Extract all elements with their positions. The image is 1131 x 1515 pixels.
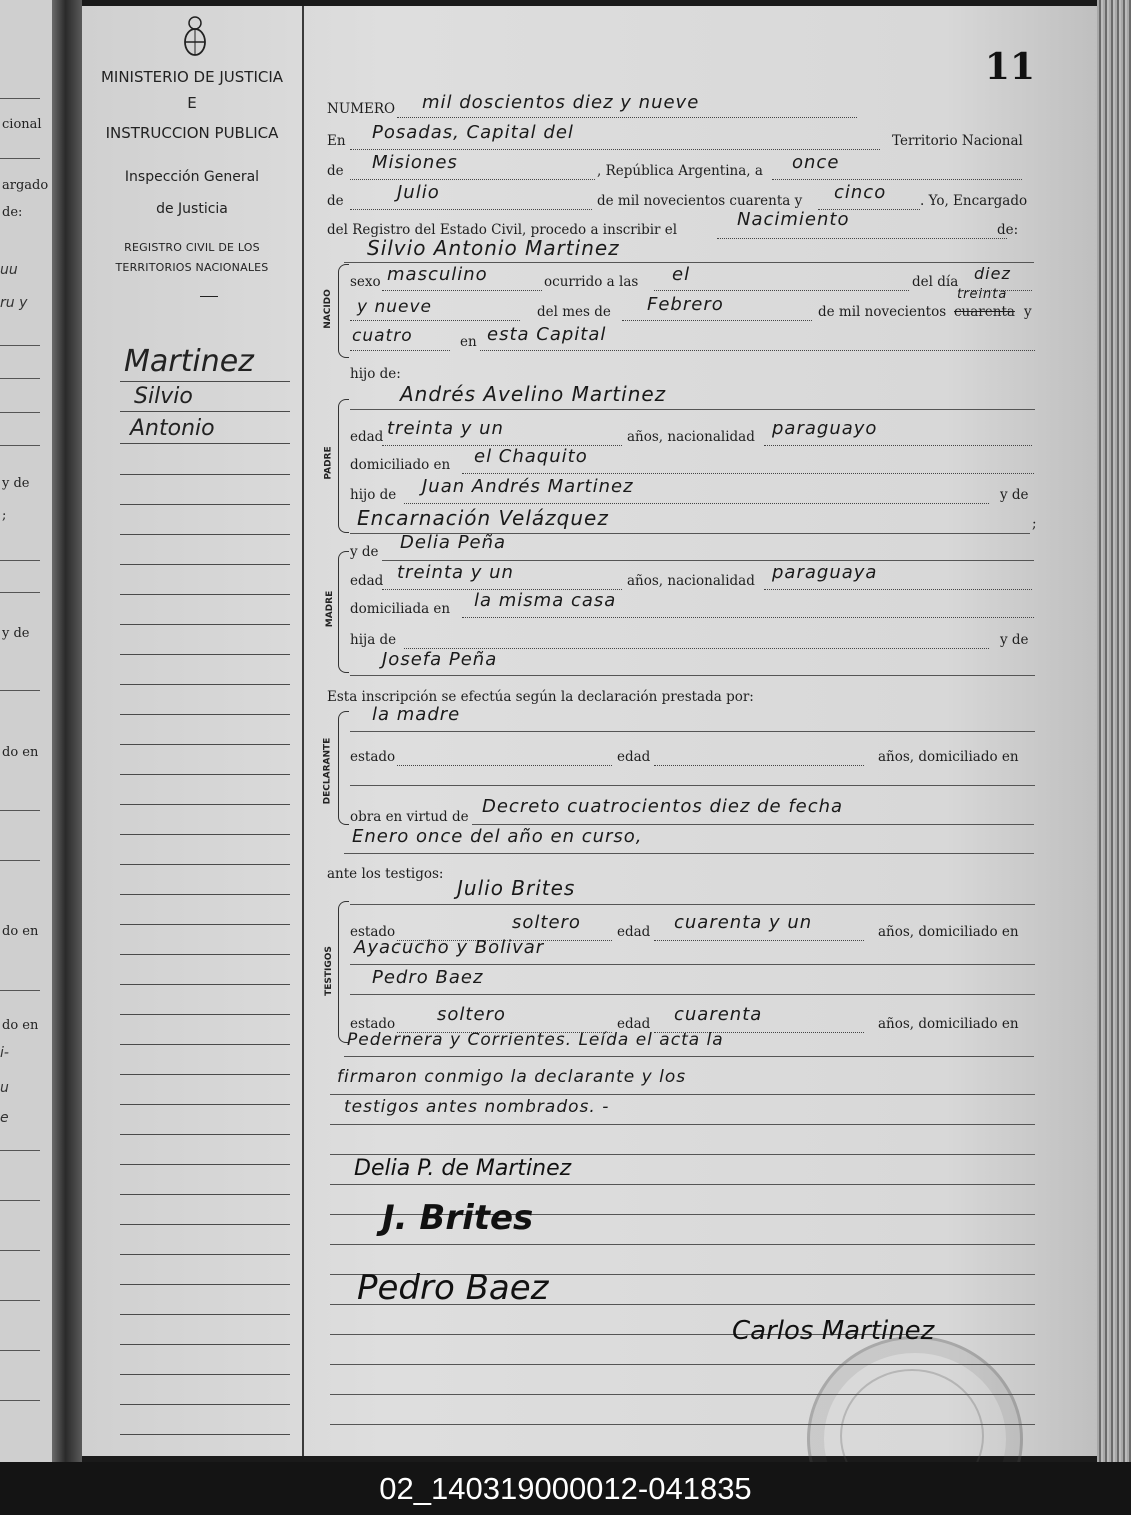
prev-page-fragment: argado [2, 178, 49, 193]
nacido-brace [338, 264, 349, 358]
prev-page-handwriting: u [0, 1080, 9, 1096]
margin-rule [302, 6, 304, 1456]
madre-yde2-label: y de [1000, 632, 1029, 648]
letterhead-instruction: INSTRUCCION PUBLICA [105, 124, 279, 142]
birth-year-value: cuatro [352, 326, 413, 346]
padre-semicolon: ; [1032, 516, 1037, 532]
father-age-value: treinta y un [387, 418, 504, 439]
witness1-address-value: Ayacucho y Bolivar [354, 937, 545, 958]
declarante-intro: Esta inscripción se efectúa según la declaración prestada por: [327, 689, 754, 705]
witness1-name-value: Julio Brites [457, 876, 576, 900]
letterhead-divider [200, 296, 218, 297]
padre-section-label: PADRE [323, 446, 334, 480]
birth-day-value: diez [974, 264, 1011, 283]
hijo-label: hijo de: [350, 366, 401, 382]
numero-label: NUMERO [327, 101, 396, 117]
testigos-section-label: TESTIGOS [323, 946, 334, 996]
witness1-age-value: cuarenta y un [674, 912, 813, 933]
official-seal [807, 1336, 1023, 1462]
nacido-year-end: y [1024, 304, 1032, 320]
declarante-brace [338, 711, 349, 825]
nacido-section-label: NACIDO [322, 289, 333, 329]
en-label: En [327, 133, 346, 149]
hour-value: el [672, 264, 691, 285]
closing-statement-line2: testigos antes nombrados. - [344, 1097, 610, 1117]
letterhead-registry: REGISTRO CIVIL DE LOS [124, 241, 260, 254]
encargado-label: . Yo, Encargado [920, 193, 1028, 209]
madre-edad-label: edad [350, 573, 384, 589]
letterhead-ministry: MINISTERIO DE JUSTICIA [100, 68, 284, 86]
book-gutter [52, 0, 82, 1462]
year-value: cinco [834, 182, 887, 203]
de-value: Misiones [372, 152, 458, 173]
paternal-grandmother-value: Encarnación Velázquez [357, 506, 609, 530]
testigo1-dom-label: años, domiciliado en [878, 924, 1019, 940]
witness1-civil-status-value: soltero [512, 912, 581, 933]
madre-section-label: MADRE [325, 590, 336, 628]
testigo1-estado-label: estado [350, 924, 396, 940]
decree-value-continued: Enero once del año en curso, [352, 826, 643, 847]
birth-month-value: Febrero [647, 294, 724, 315]
prev-page-fragment: do en [2, 1018, 39, 1033]
margin-given-name-2: Antonio [130, 416, 215, 441]
father-name-value: Andrés Avelino Martinez [400, 382, 667, 406]
prev-page-fragment: do en [2, 745, 39, 760]
birth-place-value: esta Capital [487, 324, 607, 345]
witness1-signature: J. Brites [382, 1198, 534, 1238]
en-value: Posadas, Capital del [372, 122, 574, 143]
witness2-signature: Pedro Baez [357, 1268, 549, 1308]
day-value: once [792, 152, 840, 173]
act-type-value: Nacimiento [737, 209, 850, 230]
numero-value: mil doscientos diez y nueve [422, 92, 700, 113]
padre-hijo-label: hijo de [350, 487, 397, 503]
maternal-grandmother-value: Josefa Peña [382, 649, 498, 670]
sexo-value: masculino [387, 264, 488, 285]
prev-page-fragment: ; [2, 508, 7, 523]
mother-signature: Delia P. de Martinez [354, 1156, 572, 1181]
de3-label: de: [997, 222, 1019, 238]
testigos-intro: ante los testigos: [327, 866, 444, 882]
witness2-address-value: Pedernera y Corrientes. Leída el acta la [347, 1030, 724, 1050]
de2-label: de [327, 193, 344, 209]
declarante-obra-label: obra en virtud de [350, 809, 469, 825]
previous-page-edge [0, 0, 52, 1462]
madre-dom-label: domiciliada en [350, 601, 451, 617]
prev-page-fragment: y de [2, 626, 30, 641]
year-label: de mil novecientos cuarenta y [597, 193, 803, 209]
month-value: Julio [397, 182, 440, 203]
territorio-label: Territorio Nacional [892, 133, 1023, 149]
declarante-edad-label: edad [617, 749, 651, 765]
mother-nationality-value: paraguaya [772, 562, 878, 583]
father-address-value: el Chaquito [474, 446, 588, 467]
nacido-year-correction: treinta [957, 287, 1008, 302]
dia-label: del día [912, 274, 959, 290]
letterhead-territories: TERRITORIOS NACIONALES [115, 261, 269, 274]
prev-page-fragment: cional [2, 117, 42, 132]
decree-value: Decreto cuatrocientos diez de fecha [482, 796, 844, 817]
declarante-estado-label: estado [350, 749, 396, 765]
registrant-name-value: Silvio Antonio Martinez [367, 236, 620, 260]
registrar-signature: Carlos Martinez [732, 1316, 935, 1346]
margin-given-name-1: Silvio [134, 384, 193, 409]
padre-dom-label: domiciliado en [350, 457, 451, 473]
testigo2-dom-label: años, domiciliado en [878, 1016, 1019, 1032]
padre-brace [338, 399, 349, 533]
letterhead-justice: de Justicia [156, 201, 228, 217]
prev-page-fragment: de: [2, 205, 23, 220]
letterhead-inspection: Inspección General [124, 169, 260, 185]
mes-label: del mes de [537, 304, 611, 320]
nacido-year-struck: cuarenta [954, 304, 1015, 320]
declarante-section-label: DECLARANTE [322, 737, 333, 805]
register-page [82, 6, 1097, 1456]
testigos-brace [338, 901, 349, 1043]
madre-yde-label: y de [350, 544, 379, 560]
madre-nac-label: años, nacionalidad [627, 573, 755, 589]
ocurrido-label: ocurrido a las [544, 274, 639, 290]
testigo2-estado-label: estado [350, 1016, 396, 1032]
padre-yde-label: y de [1000, 487, 1029, 503]
de-label: de [327, 163, 344, 179]
witness2-age-value: cuarenta [674, 1004, 763, 1025]
prev-page-handwriting: uu [0, 262, 18, 278]
closing-statement-line1: firmaron conmigo la declarante y los [337, 1067, 687, 1087]
coat-of-arms-icon [182, 14, 208, 58]
testigo1-edad-label: edad [617, 924, 651, 940]
witness2-name-value: Pedro Baez [372, 967, 484, 988]
testigo2-edad-label: edad [617, 1016, 651, 1032]
paternal-grandfather-value: Juan Andrés Martinez [422, 476, 634, 497]
birth-day-value-continued: y nueve [357, 297, 432, 317]
prev-page-handwriting: e [0, 1110, 9, 1126]
prev-page-handwriting: i- [0, 1045, 9, 1061]
mother-age-value: treinta y un [397, 562, 514, 583]
prev-page-fragment: y de [2, 476, 30, 491]
registro-label: del Registro del Estado Civil, procedo a inscribir el [327, 222, 678, 238]
father-nationality-value: paraguayo [772, 418, 878, 439]
padre-edad-label: edad [350, 429, 384, 445]
declarante-dom-label: años, domiciliado en [878, 749, 1019, 765]
prev-page-handwriting: ru y [0, 295, 28, 311]
margin-surname: Martinez [124, 344, 254, 379]
page-stack-edge [1097, 0, 1131, 1462]
page-number: 11 [984, 46, 1035, 88]
prev-page-fragment: do en [2, 924, 39, 939]
mother-name-value: Delia Peña [400, 532, 507, 553]
republica-label: , República Argentina, a [597, 163, 763, 179]
letterhead-conjunction: E [187, 94, 197, 112]
nacido-year-label: de mil novecientos [818, 304, 947, 320]
madre-brace [338, 551, 349, 673]
madre-hija-label: hija de [350, 632, 397, 648]
nacido-en-label: en [460, 334, 477, 350]
witness2-civil-status-value: soltero [437, 1004, 506, 1025]
sexo-label: sexo [350, 274, 381, 290]
padre-nac-label: años, nacionalidad [627, 429, 755, 445]
declarant-name-value: la madre [372, 704, 461, 725]
image-caption: 02_140319000012-041835 [379, 1471, 752, 1506]
mother-address-value: la misma casa [474, 590, 617, 611]
